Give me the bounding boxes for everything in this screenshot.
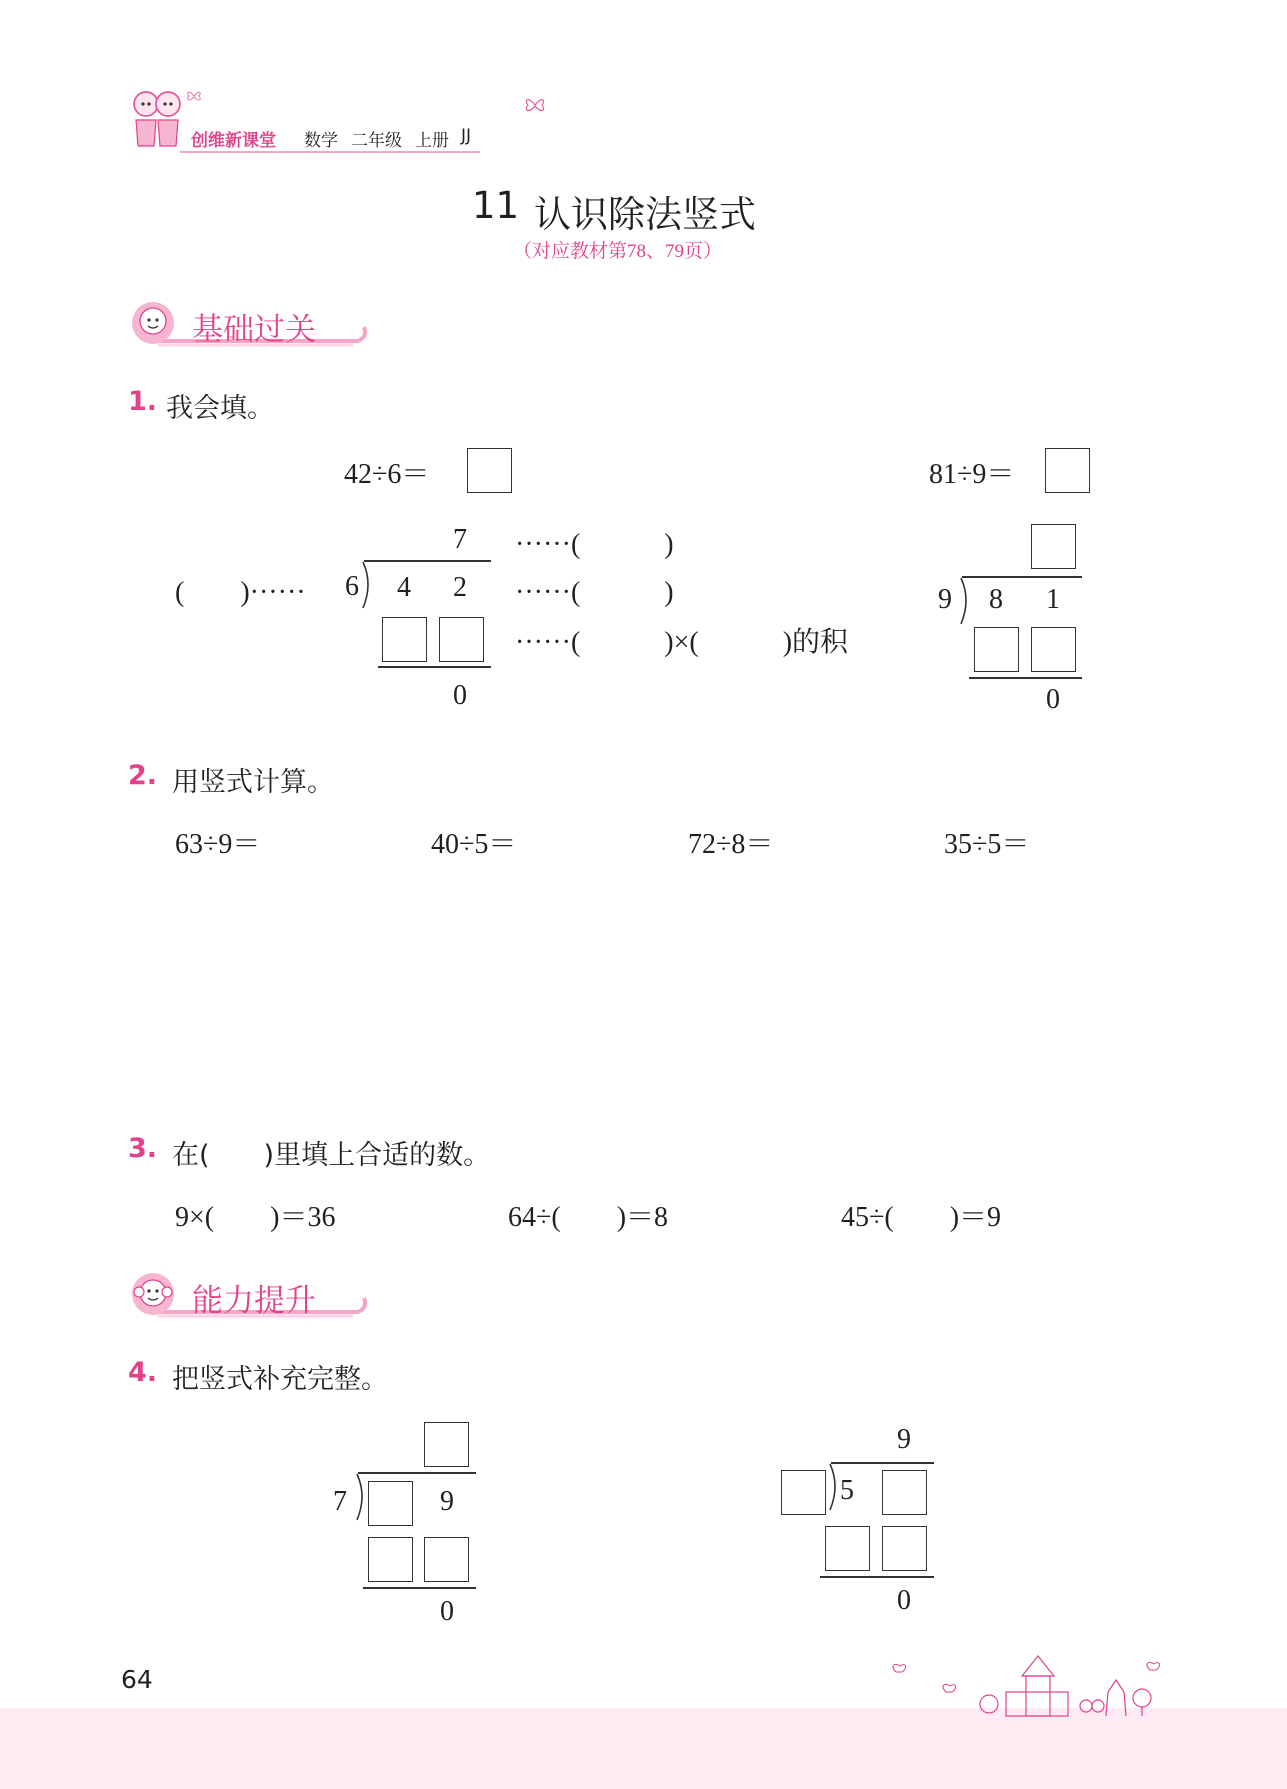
q1-right-subtraction-line bbox=[969, 677, 1082, 679]
q1-product-box-2[interactable] bbox=[439, 617, 484, 662]
q4-right-subtraction-line bbox=[820, 1576, 934, 1578]
q1-dividend-digit-1: 4 bbox=[397, 572, 411, 603]
header-edition: JJ bbox=[461, 126, 472, 146]
q1-right-division-bar bbox=[962, 576, 1082, 578]
butterfly-icon bbox=[186, 88, 202, 107]
q1-division-bracket bbox=[359, 560, 375, 610]
q1-subtraction-line bbox=[378, 666, 491, 668]
q1-right-product-box-2[interactable] bbox=[1031, 627, 1076, 672]
q1-right-dividend-digit-2: 1 bbox=[1046, 584, 1060, 615]
section-title-basic: 基础过关 bbox=[192, 312, 316, 348]
q2-text: 用竖式计算。 bbox=[172, 767, 334, 798]
q1-annotation-dividend: ······( ) bbox=[515, 577, 674, 608]
q1-number: 1. bbox=[128, 386, 158, 417]
q4-text: 把竖式补充完整。 bbox=[172, 1364, 388, 1395]
castle-decoration-icon bbox=[886, 1648, 1166, 1722]
q1-quotient: 7 bbox=[453, 524, 467, 555]
q1-product-box-1[interactable] bbox=[382, 617, 427, 662]
q3-problem-2: 64÷( )＝8 bbox=[508, 1202, 669, 1233]
q4-right-product-box-2[interactable] bbox=[882, 1526, 927, 1571]
header-rule bbox=[180, 151, 480, 153]
q3-number: 3. bbox=[128, 1133, 158, 1164]
q2-problem-4: 35÷5＝ bbox=[944, 829, 1030, 860]
section-banner-advanced bbox=[128, 1272, 370, 1318]
q1-answer-box-right[interactable] bbox=[1045, 448, 1090, 493]
q1-right-product-box-1[interactable] bbox=[974, 627, 1019, 672]
q1-divisor: 6 bbox=[345, 571, 359, 602]
q1-divisor-label: ( )······ bbox=[175, 577, 306, 608]
lesson-number: 11 bbox=[472, 184, 520, 227]
q4-right-dividend-box[interactable] bbox=[882, 1470, 927, 1515]
q2-problem-2: 40÷5＝ bbox=[431, 829, 517, 860]
header-grade: 二年级 bbox=[351, 131, 402, 151]
q1-right-dividend-digit-1: 8 bbox=[989, 584, 1003, 615]
section-banner-basic bbox=[128, 301, 370, 347]
q4-left-quotient-box[interactable] bbox=[424, 1422, 469, 1467]
q1-dividend-digit-2: 2 bbox=[453, 572, 467, 603]
q1-right-division-bracket bbox=[957, 576, 973, 626]
q4-left-division-bar bbox=[358, 1472, 476, 1474]
q2-work-area[interactable] bbox=[160, 870, 1120, 1110]
q4-left-product-box-2[interactable] bbox=[424, 1537, 469, 1582]
header-subject: 数学 bbox=[304, 131, 338, 151]
q1-annotation-quotient: ······( ) bbox=[515, 529, 674, 560]
q1-right-remainder: 0 bbox=[1046, 684, 1060, 715]
q4-right-divisor-box[interactable] bbox=[781, 1470, 826, 1515]
butterfly-icon bbox=[524, 96, 546, 118]
q1-division-bar bbox=[364, 560, 491, 562]
q4-left-remainder: 0 bbox=[440, 1596, 454, 1627]
q4-left-dividend-digit-2: 9 bbox=[440, 1486, 454, 1517]
q1-equation-right: 81÷9＝ bbox=[929, 459, 1015, 490]
q4-number: 4. bbox=[128, 1357, 158, 1388]
q1-answer-box-left[interactable] bbox=[467, 448, 512, 493]
header-volume: 上册 bbox=[415, 131, 449, 151]
q3-text: 在( )里填上合适的数。 bbox=[172, 1140, 491, 1171]
q3-problem-1: 9×( )＝36 bbox=[175, 1202, 336, 1233]
lesson-subtitle: （对应教材第78、79页） bbox=[513, 241, 723, 262]
q4-left-product-box-1[interactable] bbox=[368, 1537, 413, 1582]
q1-equation-left: 42÷6＝ bbox=[344, 459, 430, 490]
q4-left-division-bracket bbox=[353, 1472, 369, 1522]
q2-problem-1: 63÷9＝ bbox=[175, 829, 261, 860]
q4-right-dividend-digit-1: 5 bbox=[840, 1475, 854, 1506]
header-brand: 创维新课堂 bbox=[191, 131, 276, 151]
q4-left-subtraction-line bbox=[363, 1587, 476, 1589]
q4-left-dividend-box[interactable] bbox=[368, 1481, 413, 1526]
q4-right-remainder: 0 bbox=[897, 1585, 911, 1616]
q2-number: 2. bbox=[128, 760, 158, 791]
q4-left-divisor: 7 bbox=[333, 1486, 347, 1517]
q3-problem-3: 45÷( )＝9 bbox=[841, 1202, 1002, 1233]
page-number: 64 bbox=[121, 1665, 153, 1694]
header-mascot-icon bbox=[126, 86, 186, 154]
q4-right-division-bar bbox=[831, 1462, 934, 1464]
q1-remainder: 0 bbox=[453, 680, 467, 711]
q4-right-product-box-1[interactable] bbox=[825, 1526, 870, 1571]
lesson-title: 认识除法竖式 bbox=[534, 193, 756, 236]
q1-annotation-product: ······( )×( )的积 bbox=[515, 627, 849, 658]
q2-problem-3: 72÷8＝ bbox=[688, 829, 774, 860]
q4-right-quotient: 9 bbox=[897, 1424, 911, 1455]
section-title-advanced: 能力提升 bbox=[192, 1283, 316, 1319]
q1-right-quotient-box[interactable] bbox=[1031, 524, 1076, 569]
q1-right-divisor: 9 bbox=[938, 584, 952, 615]
q1-text: 我会填。 bbox=[166, 393, 274, 424]
